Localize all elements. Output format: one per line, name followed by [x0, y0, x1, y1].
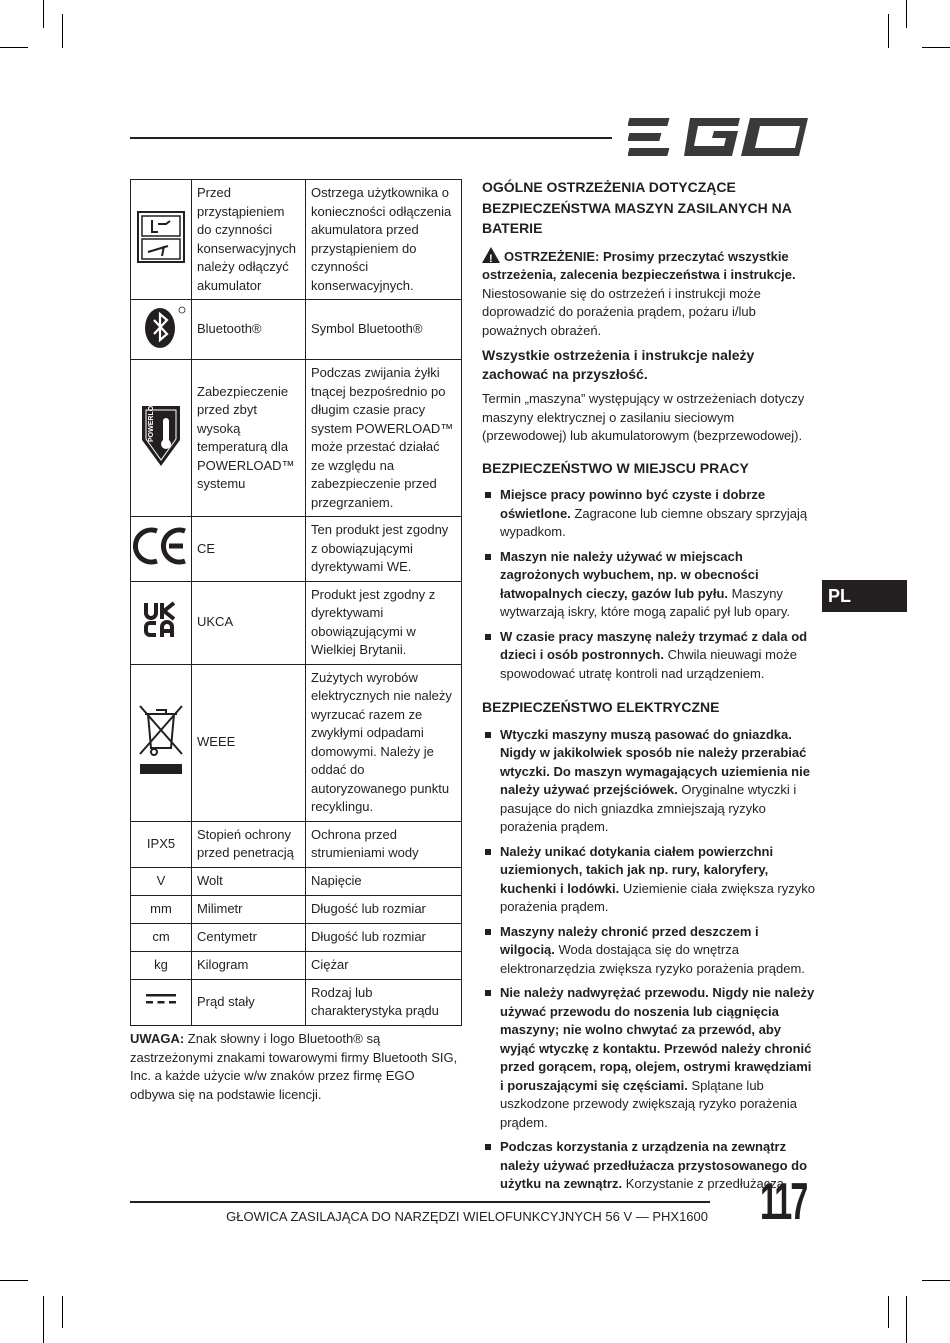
table-row — [131, 867, 462, 895]
work-area-list — [482, 486, 817, 683]
symbol-description: Symbol Bluetooth® — [306, 300, 462, 360]
header-rule — [130, 137, 612, 139]
note-label: UWAGA: — [130, 1031, 185, 1046]
warning-icon: ! — [482, 247, 500, 263]
term-definition: Termin „maszyna” występujący w ostrzeżeniach dotyczy maszyny elektrycznej o zasilaniu sieciowym (przewodowej) lub akumulatorowym (bezprzewodowej). — [482, 391, 805, 443]
warning-bold: OSTRZEŻENIE: Prosimy przeczytać wszystkie ostrzeżenia, zalecenia bezpieczeństwa i instrukcje. — [482, 248, 796, 282]
table-row — [131, 664, 462, 821]
symbol-name: Zabezpieczenie przed zbyt wysoką temperaturą dla POWERLOAD™ systemu — [192, 360, 306, 517]
symbol-name: Kilogram — [192, 951, 306, 979]
ukca-icon — [131, 581, 192, 664]
list-item: Wtyczki maszyny muszą pasować do gniazdka. Nigdy w jakikolwiek sposób nie należy przerabiać wtyczki. Do maszyn wymagających uziemienia nie należy używać przejściówek. Oryginalne wtyczki i pasujące do nich gniazdka zmniejszają ryzyko porażenia prądem. — [482, 726, 817, 837]
list-item: Podczas korzystania z urządzenia na zewnątrz należy używać przedłużacza przystosowanego do użytku na zewnątrz. Korzystanie z przedłużacza — [482, 1138, 817, 1194]
symbol-description: Napięcie — [306, 867, 462, 895]
crop-mark — [43, 0, 44, 28]
list-item: Należy unikać dotykania ciałem powierzchni uziemionych, takich jak np. rury, kaloryfery, kuchenki i lodówki. Uziemienie ciała zwiększa ryzyko porażenia prądem. — [482, 843, 817, 917]
symbol-description: Zużytych wyrobów elektrycznych nie należy wyrzucać razem ze zwykłymi odpadami domowymi. Należy je oddać do autoryzowanego punktu recyklingu. — [306, 664, 462, 821]
powerload-icon — [131, 360, 192, 517]
table-row — [131, 581, 462, 664]
symbol-name: Milimetr — [192, 895, 306, 923]
table-row — [131, 895, 462, 923]
language-tab: PL — [822, 580, 907, 612]
symbol-description: Ciężar — [306, 951, 462, 979]
list-item: W czasie pracy maszynę należy trzymać z dala od dzieci i osób postronnych. Chwila nieuwagi może spowodować utratę kontroli nad urządzeniem. — [482, 628, 817, 684]
symbol-description: Ostrzega użytkownika o konieczności odłączenia akumulatora przed przystąpieniem do czynności konserwacyjnych. — [306, 180, 462, 300]
list-item: Maszyn nie należy używać w miejscach zagrożonych wybuchem, np. w obecności łatwopalnych cieczy, gazów lub pyłu. Maszyny wytwarzają iskry, które mogą zapalić pył lub opary. — [482, 548, 817, 622]
dc-icon — [131, 979, 192, 1025]
list-item: Maszyny należy chronić przed deszczem i wilgocią. Woda dostająca się do wnętrza elektronarzędzia zwiększa ryzyko porażenia prądem. — [482, 923, 817, 979]
weee-icon — [131, 664, 192, 821]
crop-mark — [62, 14, 63, 48]
symbol-cell: V — [131, 867, 192, 895]
crop-mark — [922, 1280, 950, 1281]
symbol-description: Długość lub rozmiar — [306, 923, 462, 951]
symbol-cell: mm — [131, 895, 192, 923]
symbol-name: Centymetr — [192, 923, 306, 951]
table-row — [131, 360, 462, 517]
symbol-description: Rodzaj lub charakterystyka prądu — [306, 979, 462, 1025]
list-item: Miejsce pracy powinno być czyste i dobrze oświetlone. Zagracone lub ciemne obszary sprzyjają wypadkom. — [482, 486, 817, 542]
table-row — [131, 300, 462, 360]
table-row — [131, 951, 462, 979]
symbol-description: Ten produkt jest zgodny z obowiązującymi dyrektywami WE. — [306, 517, 462, 582]
symbol-cell: IPX5 — [131, 821, 192, 867]
warning-text: Niestosowanie się do ostrzeżeń i instrukcji może doprowadzić do porażenia prądem, pożaru i/lub poważnych obrażeń. — [482, 285, 761, 338]
table-row — [131, 923, 462, 951]
list-item: Nie należy nadwyrężać przewodu. Nigdy nie należy używać przewodu do noszenia lub ciągnięcia maszyny; nie wolno chwytać za przewód, aby wyjąć wtyczkę z kontaktu. Przewód należy chronić przed gorącem, ropą, olejem, ostrymi krawędziami i poruszającymi się częściami. Splątane lub uszkodzone przewody zwiększają ryzyko porażenia prądem. — [482, 984, 817, 1132]
crop-mark — [0, 1280, 28, 1281]
footer-rule — [130, 1201, 710, 1203]
symbol-cell: kg — [131, 951, 192, 979]
footer-title: GŁOWICA ZASILAJĄCA DO NARZĘDZI WIELOFUNKCYJNYCH 56 V — PHX1600 — [226, 1209, 708, 1224]
note-text: Znak słowny i logo Bluetooth® są zastrzeżonymi znakami towarowymi firmy Bluetooth SIG, Inc. a każde użycie w/w znaków przez firmę EGO odbywa się na podstawie licencji. — [130, 1031, 458, 1102]
symbols-table — [130, 179, 462, 1026]
symbol-description: Podczas zwijania żyłki tnącej bezpośrednio po długim czasie pracy system POWERLOAD™ może przestać działać ze względu na zabezpieczenie przed przegrzaniem. — [306, 360, 462, 517]
safety-column — [482, 177, 817, 1202]
symbol-description: Długość lub rozmiar — [306, 895, 462, 923]
section-title: BEZPIECZEŃSTWO W MIEJSCU PRACY — [482, 459, 749, 476]
keep-instructions: Wszystkie ostrzeżenia i instrukcje należy zachować na przyszłość. — [482, 347, 755, 382]
section-title: OGÓLNE OSTRZEŻENIA DOTYCZĄCE BEZPIECZEŃSTWA MASZYN ZASILANYCH NA BATERIE — [482, 179, 792, 236]
trademark-note — [130, 1030, 462, 1104]
svg-text:POWERLOAD: POWERLOAD — [148, 402, 155, 443]
symbol-name: Stopień ochrony przed penetracją — [192, 821, 306, 867]
section-title: BEZPIECZEŃSTWO ELEKTRYCZNE — [482, 699, 720, 715]
crop-mark — [922, 47, 950, 48]
symbol-name: Bluetooth® — [192, 300, 306, 360]
symbol-name: Prąd stały — [192, 979, 306, 1025]
symbol-name: WEEE — [192, 664, 306, 821]
crop-mark — [0, 47, 28, 48]
symbol-name: CE — [192, 517, 306, 582]
symbol-name: Wolt — [192, 867, 306, 895]
symbol-name: UKCA — [192, 581, 306, 664]
table-row — [131, 979, 462, 1025]
symbol-description: Produkt jest zgodny z dyrektywami obowiązującymi w Wielkiej Brytanii. — [306, 581, 462, 664]
crop-mark — [62, 1296, 63, 1328]
table-row — [131, 821, 462, 867]
table-row — [131, 517, 462, 582]
crop-mark — [906, 1296, 907, 1343]
symbol-cell: cm — [131, 923, 192, 951]
symbol-description: Ochrona przed strumieniami wody — [306, 821, 462, 867]
table-row — [131, 180, 462, 300]
crop-mark — [906, 0, 907, 28]
crop-mark — [43, 1296, 44, 1343]
symbol-name: Przed przystąpieniem do czynności konserwacyjnych należy odłączyć akumulator — [192, 180, 306, 300]
electrical-list — [482, 726, 817, 1194]
page-number: 117 — [760, 1173, 807, 1231]
ce-icon — [131, 517, 192, 582]
bluetooth-icon — [131, 300, 192, 360]
maintenance-disconnect-icon — [131, 180, 192, 300]
ego-logo — [628, 116, 813, 158]
crop-mark — [888, 14, 889, 48]
crop-mark — [888, 1296, 889, 1328]
